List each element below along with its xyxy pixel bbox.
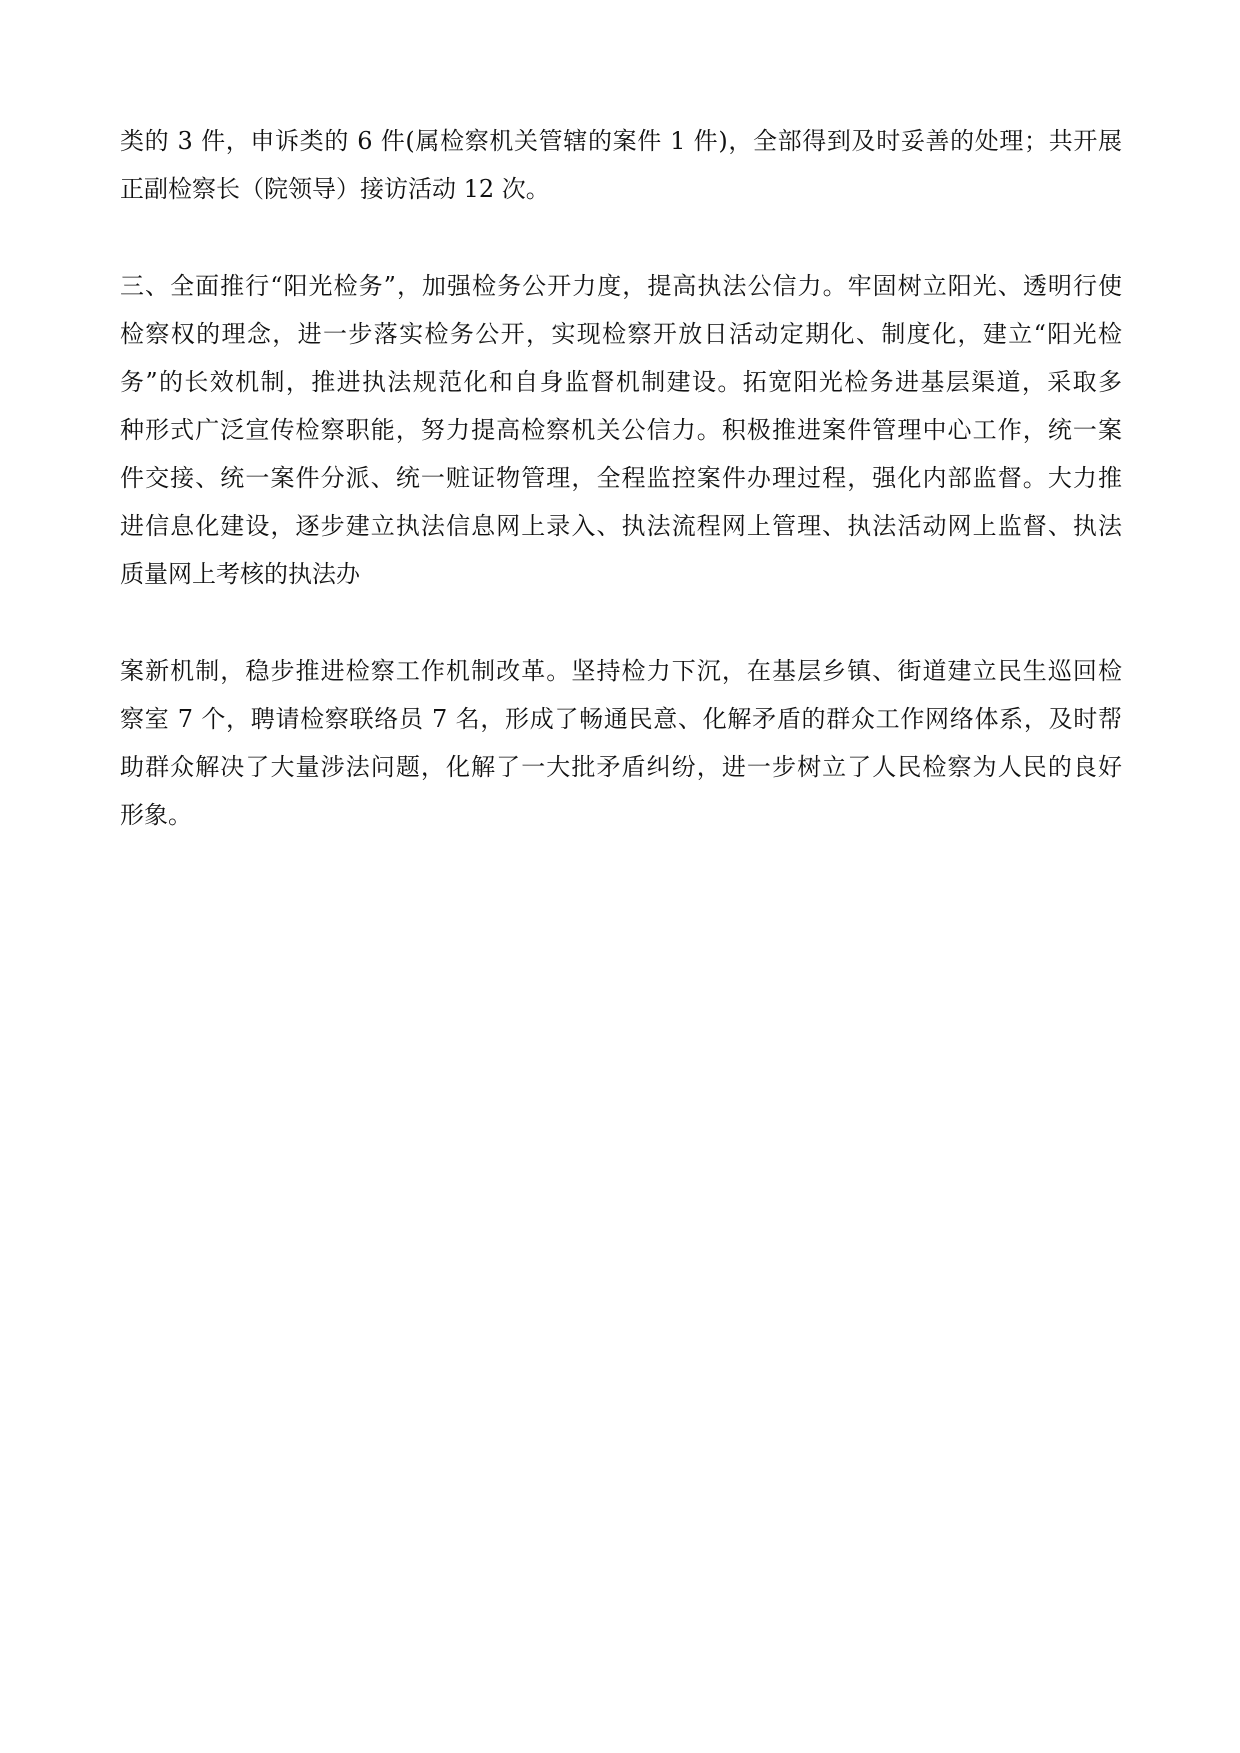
text-line: 务”的长效机制，推进执法规范化和自身监督机制建设。拓宽阳光检务进基层渠道，采取多: [120, 368, 1122, 396]
document-body: [120, 117, 1122, 888]
text-line: 助群众解决了大量涉法问题，化解了一大批矛盾纠纷，进一步树立了人民检察为人民的良好: [120, 753, 1122, 781]
text-line: 检察权的理念，进一步落实检务公开，实现检察开放日活动定期化、制度化，建立“阳光检: [120, 320, 1122, 348]
text-line: 种形式广泛宣传检察职能，努力提高检察机关公信力。积极推进案件管理中心工作，统一案: [120, 416, 1122, 444]
text-line: 形象。: [120, 801, 192, 829]
text-line: 进信息化建设，逐步建立执法信息网上录入、执法流程网上管理、执法活动网上监督、执法: [120, 512, 1122, 540]
text-line: 正副检察长（院领导）接访活动 12 次。: [120, 175, 550, 203]
text-line: 件交接、统一案件分派、统一赃证物管理，全程监控案件办理过程，强化内部监督。大力推: [120, 464, 1122, 492]
paragraph-sunshine-procuratorial: [120, 262, 1122, 598]
text-line: 察室 7 个，聘请检察联络员 7 名，形成了畅通民意、化解矛盾的群众工作网络体系，及时帮: [120, 705, 1122, 733]
text-line: 三、全面推行“阳光检务”，加强检务公开力度，提高执法公信力。牢固树立阳光、透明行使: [120, 272, 1122, 300]
paragraph-complaints-summary: [120, 117, 1122, 213]
text-line: 类的 3 件，申诉类的 6 件(属检察机关管辖的案件 1 件)，全部得到及时妥善的处理；共开展: [120, 127, 1122, 155]
paragraph-mechanism-reform: [120, 647, 1122, 839]
text-line: 质量网上考核的执法办: [120, 560, 360, 588]
text-line: 案新机制，稳步推进检察工作机制改革。坚持检力下沉，在基层乡镇、街道建立民生巡回检: [120, 657, 1122, 685]
